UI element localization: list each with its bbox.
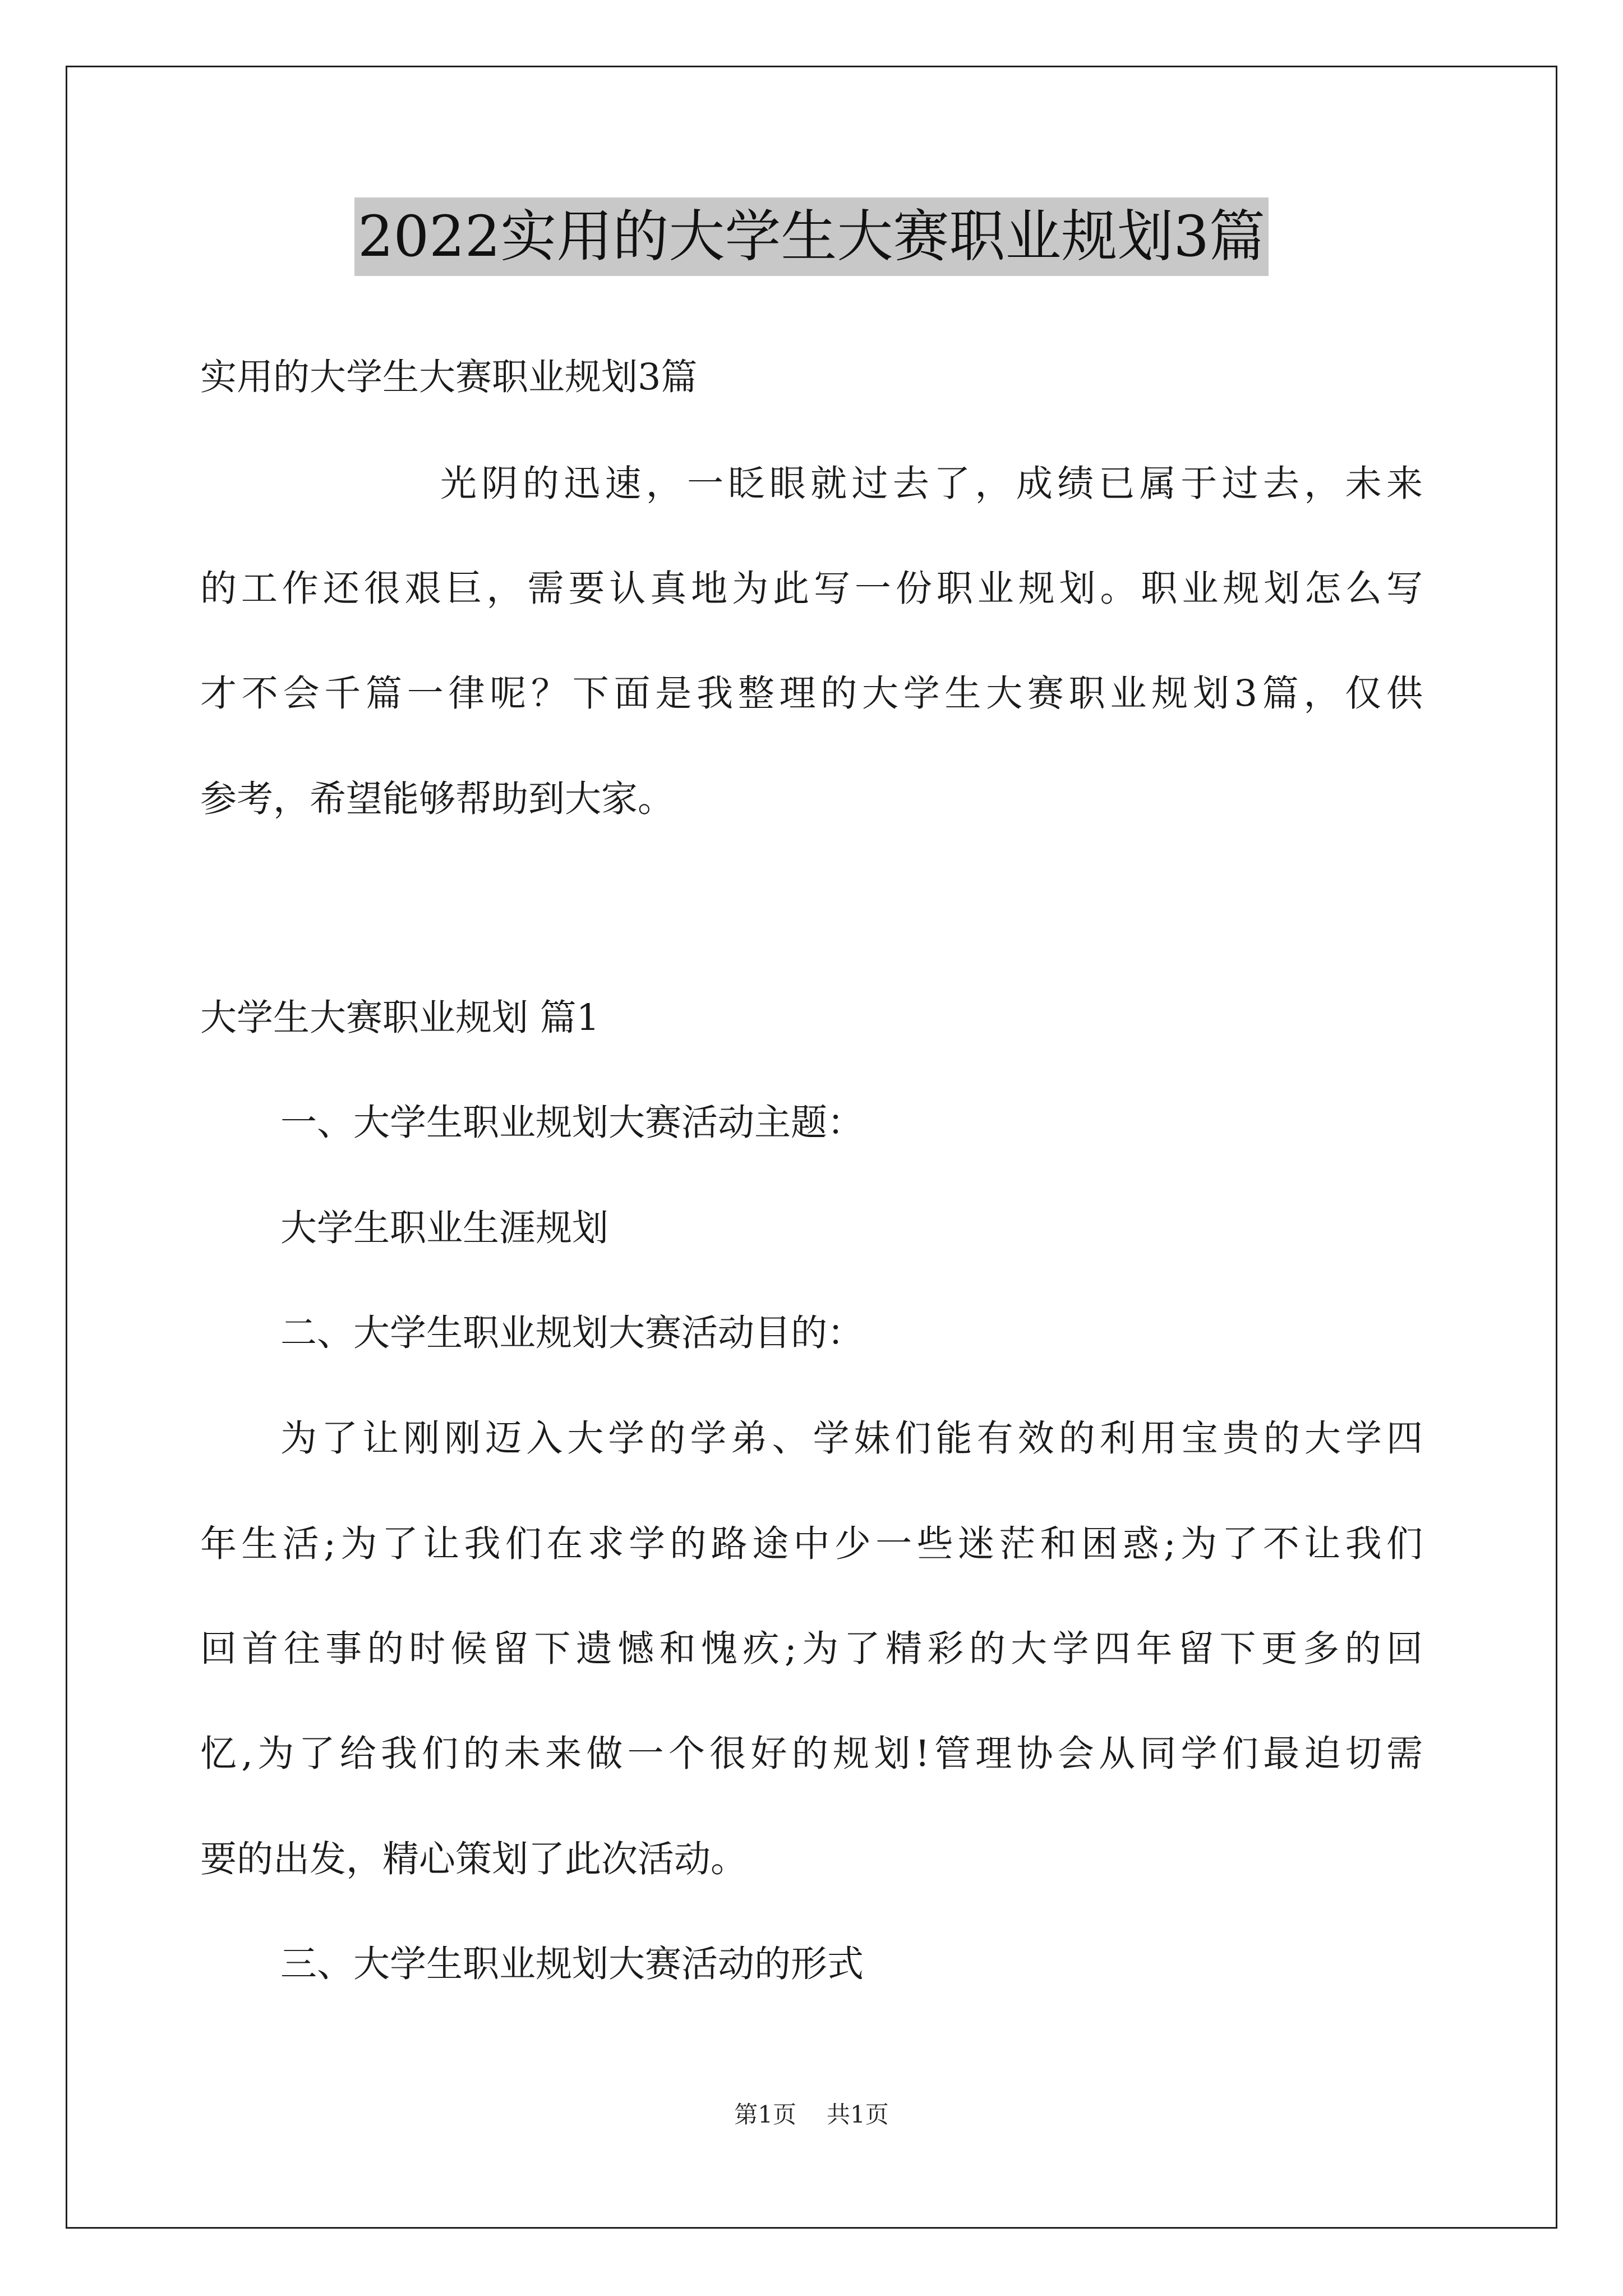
- item2-heading: 二、大学生职业规划大赛活动目的：: [280, 1312, 864, 1354]
- item2-line-3: 回首往事的时候留下遗憾和愧疚;为了精彩的大学四年留下更多的回: [200, 1628, 1423, 1670]
- item3-heading: 三、大学生职业规划大赛活动的形式: [280, 1943, 864, 1985]
- item1-heading: 一、大学生职业规划大赛活动主题：: [280, 1102, 864, 1144]
- document-subtitle: 实用的大学生大赛职业规划3篇: [200, 356, 698, 398]
- item2-line-4: 忆,为了给我们的未来做一个很好的规划!管理协会从同学们最迫切需: [200, 1733, 1423, 1775]
- page-number: 第1页: [734, 2101, 796, 2128]
- section-heading: 大学生大赛职业规划 篇1: [200, 997, 600, 1039]
- item2-line-5: 要的出发，精心策划了此次活动。: [200, 1838, 748, 1880]
- item2-line-1: 为了让刚刚迈入大学的学弟、学妹们能有效的利用宝贵的大学四: [280, 1418, 1423, 1460]
- intro-line-3: 才不会千篇一律呢？下面是我整理的大学生大赛职业规划3篇，仅供: [200, 673, 1423, 715]
- intro-line-1: 光阴的迅速，一眨眼就过去了，成绩已属于过去，未来: [440, 463, 1423, 505]
- page-total: 共1页: [827, 2101, 889, 2128]
- item2-line-2: 年生活;为了让我们在求学的路途中少一些迷茫和困惑;为了不让我们: [200, 1523, 1423, 1565]
- page-footer: [0, 2098, 1623, 2132]
- intro-line-2: 的工作还很艰巨，需要认真地为此写一份职业规划。职业规划怎么写: [200, 568, 1423, 610]
- document-title: 2022实用的大学生大赛职业规划3篇: [354, 197, 1269, 276]
- title-container: [0, 197, 1623, 276]
- item1-text: 大学生职业生涯规划: [280, 1207, 609, 1249]
- intro-line-4: 参考，希望能够帮助到大家。: [200, 778, 675, 820]
